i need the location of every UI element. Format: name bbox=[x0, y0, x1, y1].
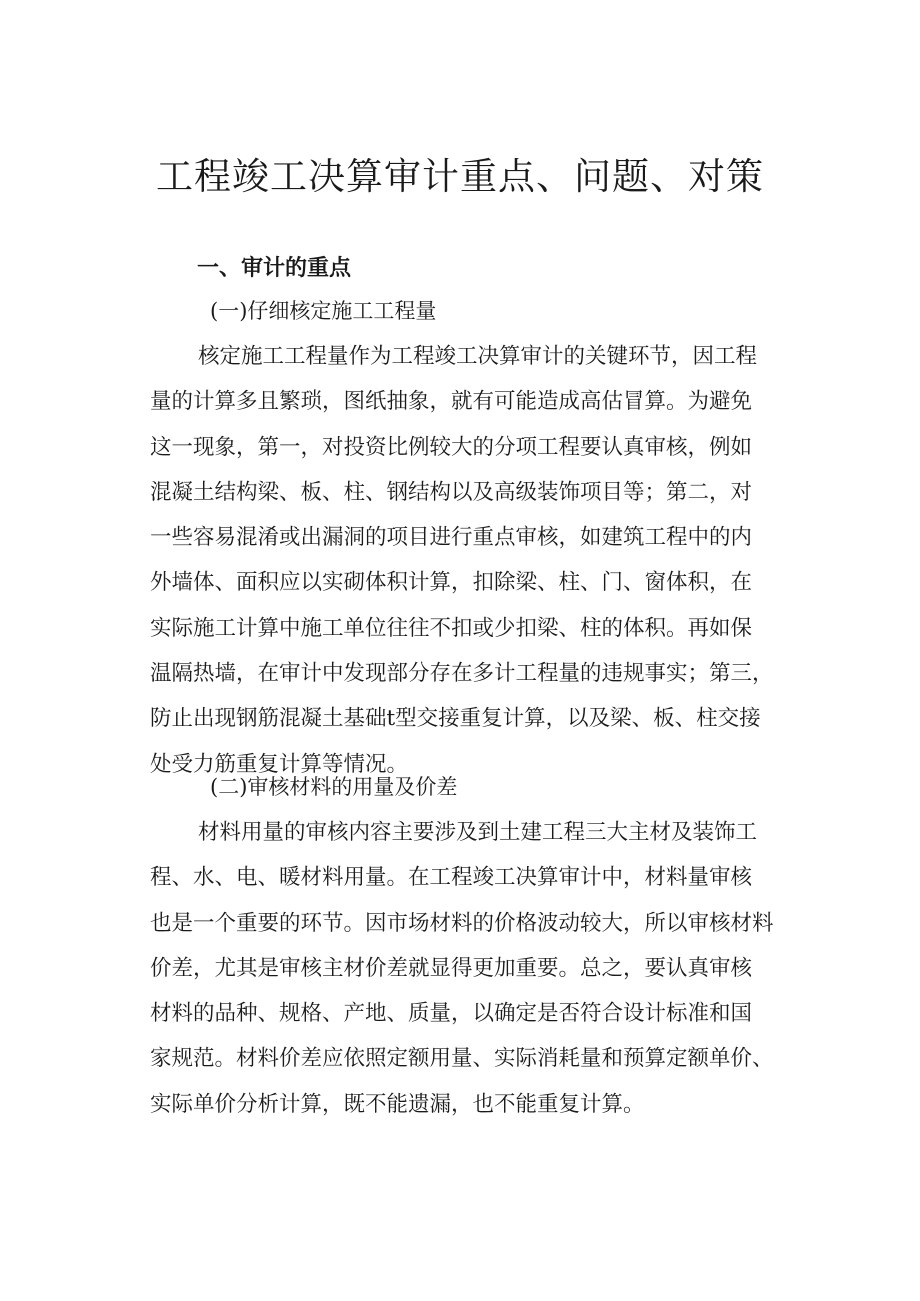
paragraph-line: 这一现象，第一，对投资比例较大的分项工程要认真审核，例如 bbox=[150, 434, 753, 460]
paragraph-line: 价差，尤其是审核主材价差就显得更加重要。总之，要认真审核 bbox=[150, 955, 753, 981]
paragraph-line: 一些容易混淆或出漏洞的项目进行重点审核，如建筑工程中的内 bbox=[150, 525, 753, 551]
paragraph-line: 温隔热墙，在审计中发现部分存在多计工程量的违规事实；第三， bbox=[150, 661, 774, 687]
paragraph-line: 量的计算多且繁琐，图纸抽象，就有可能造成高估冒算。为避免 bbox=[150, 389, 753, 415]
paragraph-1 bbox=[150, 334, 800, 787]
paragraph-line: 实际施工计算中施工单位往往不扣或少扣梁、柱的体积。再如保 bbox=[150, 615, 753, 641]
paragraph-line: 处受力筋重复计算等情况。 bbox=[150, 751, 409, 777]
paragraph-line: 材料用量的审核内容主要涉及到土建工程三大主材及装饰工 bbox=[198, 820, 758, 845]
paragraph-line: 也是一个重要的环节。因市场材料的价格波动较大，所以审核材料 bbox=[150, 910, 774, 936]
paragraph-line: 混凝土结构梁、板、柱、钢结构以及高级装饰项目等；第二，对 bbox=[150, 479, 753, 505]
subsection-heading-2: (二)审核材料的用量及价差 bbox=[210, 775, 458, 799]
section-heading-1: 一、审计的重点 bbox=[197, 256, 352, 281]
paragraph-line: 防止出现钢筋混凝土基础t型交接重复计算，以及梁、板、柱交接 bbox=[150, 706, 761, 732]
paragraph-line: 外墙体、面积应以实砌体积计算，扣除梁、柱、门、窗体积，在 bbox=[150, 570, 753, 596]
subsection-heading-1: (一)仔细核定施工工程量 bbox=[210, 299, 437, 323]
paragraph-line: 程、水、电、暖材料用量。在工程竣工决算审计中，材料量审核 bbox=[150, 865, 753, 891]
paragraph-line: 家规范。材料价差应依照定额用量、实际消耗量和预算定额单价、 bbox=[150, 1046, 774, 1072]
document-title: 工程竣工决算审计重点、问题、对策 bbox=[156, 155, 764, 198]
paragraph-2 bbox=[150, 810, 800, 1127]
paragraph-line: 核定施工工程量作为工程竣工决算审计的关键环节，因工程 bbox=[198, 344, 758, 369]
paragraph-line: 实际单价分析计算，既不能遗漏，也不能重复计算。 bbox=[150, 1091, 645, 1117]
paragraph-line: 材料的品种、规格、产地、质量，以确定是否符合设计标准和国 bbox=[150, 1001, 753, 1027]
